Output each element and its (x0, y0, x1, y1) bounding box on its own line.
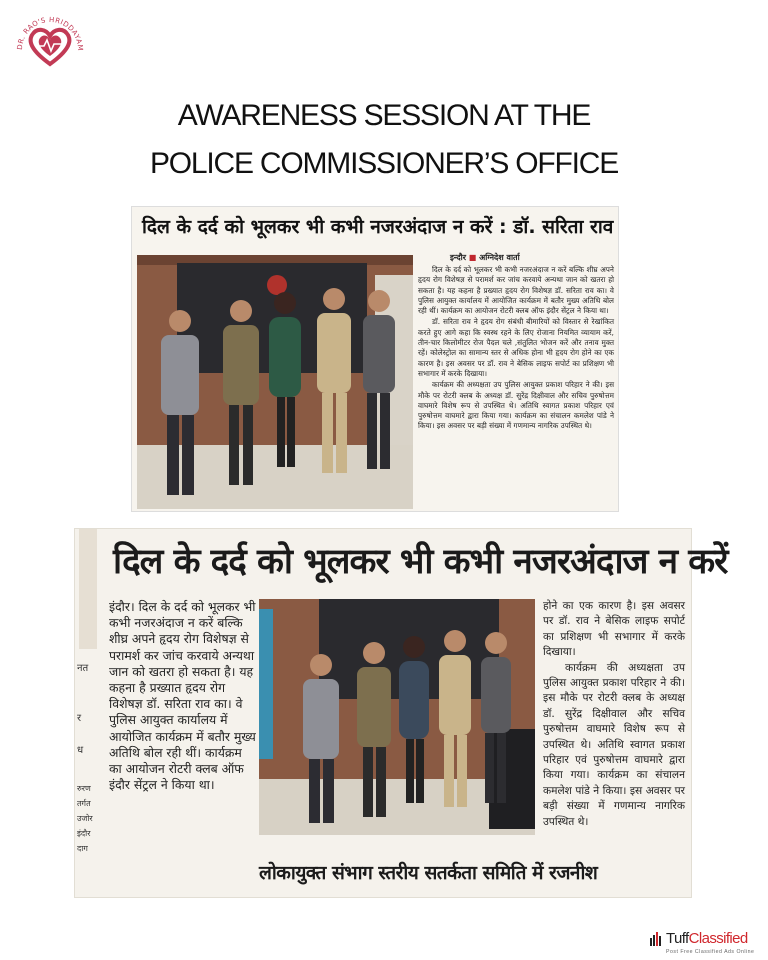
brand-part-2: Classified (688, 930, 748, 947)
tuffclassified-name (666, 930, 748, 947)
byline-source: अग्निदेश वार्ता (479, 253, 520, 262)
newspaper-clipping-1 (131, 206, 619, 512)
clipping-1-title: दिल के दर्द को भूलकर भी कभी नजरअंदाज न करें : डॉ. सरिता राव (142, 216, 614, 238)
left-fragment: नत (77, 663, 89, 674)
clipping-2-column-2 (543, 599, 685, 830)
brand-part-1: Tuff (666, 930, 689, 947)
tuffclassified-tagline: Post Free Classified Ads Online (666, 949, 755, 955)
left-fragment: र (77, 713, 82, 724)
tuffclassified-watermark (650, 930, 766, 958)
clipping-1-body (418, 265, 614, 433)
logo-text: DR. RAO'S HRIDDAYAM (15, 15, 85, 52)
clipping-1-byline (450, 252, 520, 263)
page-headline (0, 92, 768, 188)
clipping-1-paragraph: दिल के दर्द को भूलकर भी कभी नजरअंदाज न करें बल्कि शीघ्र अपने हृदय रोग विशेषज्ञ से परामर्श कर जांच करवाये अन्यथा जान को खतरा हो सकता है। यह कहना है प्रख्यात हृदय रोग विशेषज्ञ डॉ. सरिता राव का। वे पुलिस आयुक्त कार्यालय में आयोजित कार्यक्रम में बतौर मुख्य अतिथि बोल रही थीं। कार्यक्रम का आयोजन रोटरी क्लब ऑफ इंदौर सेंट्रल ने किया था। (418, 265, 614, 316)
left-fragment: ध (77, 745, 84, 756)
clipping-1-paragraph: कार्यक्रम की अध्यक्षता उप पुलिस आयुक्त प्रकाश परिहार ने की। इस मौके पर रोटरी क्लब के अध्यक्ष डॉ. सुरेंद्र दिक्षीवाल और सचिव पुरुषोत्तम वाघमारे विशेष रूप से उपस्थित थे। अतिथि स्वागत प्रकाश परिहार एवं पुरुषोत्तम वाघमारे द्वारा किया गया। कार्यक्रम का संचालन कमलेश पांडे ने किया। इस अवसर पर बड़ी संख्या में गणमान्य नागरिक उपस्थित थे। (418, 380, 614, 431)
headline-line1: AWARENESS SESSION AT THE (177, 99, 591, 132)
clipping-2-bottom-headline: लोकायुक्त संभाग स्तरीय सतर्कता समिति में रजनीश (259, 862, 598, 884)
clipping-2-photo (259, 599, 535, 835)
clipping-2-column-1: इंदौर। दिल के दर्द को भूलकर भी कभी नजरअंदाज न करें बल्कि शीघ्र अपने हृदय रोग विशेषज्ञ से परामर्श कर जांच करवाये अन्यथा जान को खतरा हो सकता है। यह कहना है प्रख्यात हृदय रोग विशेषज्ञ डॉ. सरिता राव का। वे पुलिस आयुक्त कार्यालय में आयोजित कार्यक्रम में बतौर मुख्य अतिथि बोल रही थीं। कार्यक्रम का आयोजन रोटरी क्लब ऑफ इंदौर सेंट्रल ने किया था। (109, 599, 256, 793)
left-fragment: दाग (77, 844, 88, 853)
newspaper-clipping-2 (74, 528, 728, 898)
clipping-2-title: दिल के दर्द को भूलकर भी कभी नजरअंदाज न करें (113, 542, 728, 582)
headline-line2: POLICE COMMISSIONER’S OFFICE (149, 147, 619, 180)
byline-city: इन्दौर (450, 253, 466, 262)
left-fragment: तर्गत (77, 799, 91, 808)
brand-logo (10, 6, 90, 86)
left-fragment: उजोर (77, 814, 93, 823)
clipping-1-photo (137, 255, 413, 509)
left-fragment: रुरण (77, 784, 91, 793)
clipping-2-side-photo (79, 529, 97, 649)
byline-square-icon: ■ (468, 253, 477, 262)
bars-icon (650, 932, 664, 946)
clipping-2-left-fragments (77, 659, 97, 856)
clipping-2-paragraph: कार्यक्रम की अध्यक्षता उप पुलिस आयुक्त प्रकाश परिहार ने की। इस मौके पर रोटरी क्लब के अध्यक्ष डॉ. सुरेंद्र दिक्षीवाल और सचिव पुरुषोत्तम वाघमारे विशेष रूप से उपस्थित थे। अतिथि स्वागत प्रकाश परिहार एवं पुरुषोत्तम वाघमारे द्वारा किया गया। कार्यक्रम का संचालन कमलेश पांडे ने किया। इस अवसर पर बड़ी संख्या में गणमान्य नागरिक उपस्थित थे। (543, 661, 685, 828)
left-fragment: इंदौर (77, 829, 91, 838)
clipping-1-paragraph: डॉ. सरिता राव ने हृदय रोग संबंधी बीमारियों को विस्तार से रेखांकित करते हुए आगे कहा कि स्वस्थ रहने के लिए रोजाना नियमित व्यायाम करें, तीन-चार किलोमीटर रोज पैदल चले ,संतुलित भोजन करें और तनाव मुक्त रहें। कोलेस्ट्रोल का सामान्य स्तर से अधिक होना भी हृदय रोग होने का एक कारण है। इस अवसर पर डॉ. राव ने बेसिक लाइफ सपोर्ट का प्रशिक्षण भी सभागार में करके दिखाया। (418, 317, 614, 378)
clipping-2-paragraph: होने का एक कारण है। इस अवसर पर डॉ. राव ने बेसिक लाइफ सपोर्ट का प्रशिक्षण भी सभागार में करके दिखाया। (543, 600, 685, 659)
